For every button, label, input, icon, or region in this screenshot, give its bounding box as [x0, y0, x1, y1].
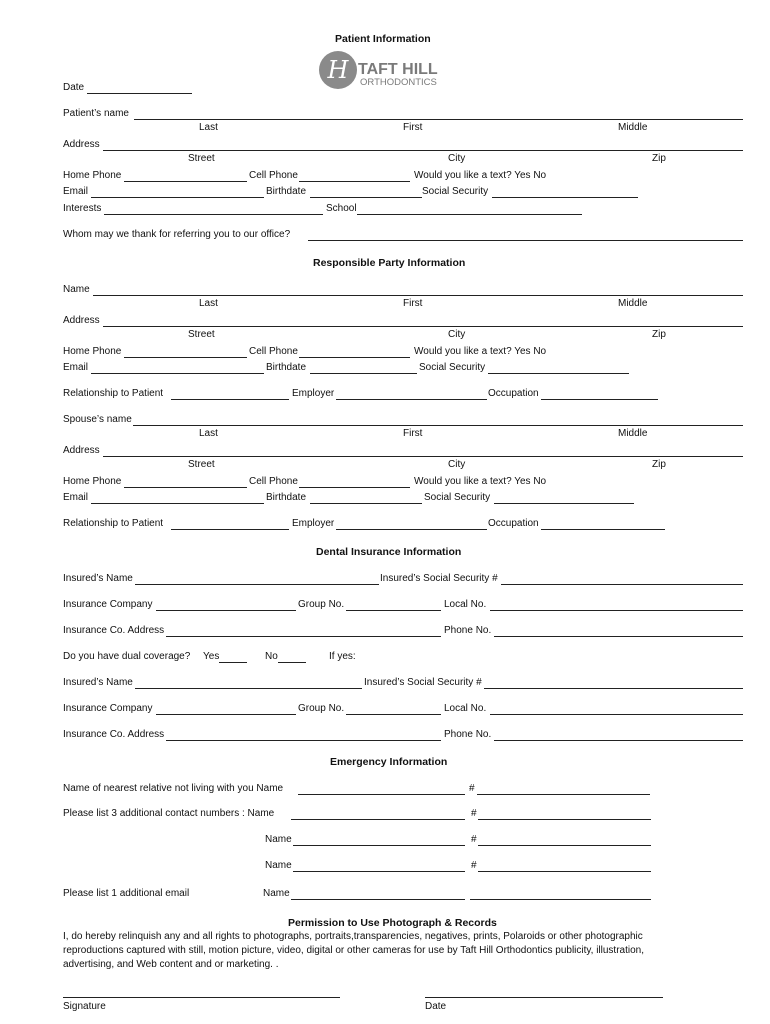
rp-address-label: Address — [63, 315, 100, 326]
sp-address-field[interactable] — [103, 456, 743, 457]
rp-employer-field[interactable] — [336, 399, 487, 400]
contact-3-number-field[interactable] — [478, 871, 651, 872]
responsible-heading: Responsible Party Information — [313, 257, 466, 269]
rp-birthdate-label: Birthdate — [266, 362, 307, 373]
relative-name-field[interactable] — [298, 794, 465, 795]
rp-relationship-label: Relationship to Patient — [63, 388, 164, 399]
group-no-label: Group No. — [298, 599, 345, 610]
rp-occupation-label: Occupation — [488, 388, 539, 399]
insurance-company-field[interactable] — [156, 610, 296, 611]
insured-name-label: Insured’s Name — [63, 573, 133, 584]
insured-name-2-label: Insured’s Name — [63, 677, 133, 688]
date-label: Date — [63, 82, 85, 93]
rp-last-caption: Last — [199, 298, 218, 309]
sp-street-caption: Street — [188, 459, 215, 470]
logo-sub: ORTHODONTICS — [360, 77, 437, 88]
email-contact-address-field[interactable] — [470, 899, 651, 900]
insurance-address-2-field[interactable] — [166, 740, 441, 741]
phone-no-label: Phone No. — [444, 625, 492, 636]
sp-employer-label: Employer — [292, 518, 335, 529]
birthdate-field[interactable] — [310, 197, 422, 198]
date-field[interactable] — [87, 93, 192, 94]
sp-relationship-field[interactable] — [171, 529, 289, 530]
contact-3-name-field[interactable] — [293, 871, 465, 872]
sp-occupation-label: Occupation — [488, 518, 539, 529]
rp-zip-caption: Zip — [652, 329, 666, 340]
patient-name-field[interactable] — [134, 119, 743, 120]
sp-email-field[interactable] — [91, 503, 264, 504]
text-question: Would you like a text? Yes No — [414, 170, 547, 181]
rp-middle-caption: Middle — [618, 298, 648, 309]
rp-city-caption: City — [448, 329, 466, 340]
sp-employer-field[interactable] — [336, 529, 487, 530]
sp-social-security-field[interactable] — [494, 503, 634, 504]
city-caption: City — [448, 153, 466, 164]
rp-social-security-field[interactable] — [488, 373, 629, 374]
insured-name-field[interactable] — [135, 584, 379, 585]
sp-home-phone-label: Home Phone — [63, 476, 122, 487]
insured-ss-field[interactable] — [501, 584, 743, 585]
rp-cell-phone-field[interactable] — [299, 357, 410, 358]
first-caption: First — [403, 122, 423, 133]
interests-label: Interests — [63, 203, 102, 214]
rp-text-question: Would you like a text? Yes No — [414, 346, 547, 357]
sp-city-caption: City — [448, 459, 466, 470]
if-yes-label: If yes: — [329, 651, 356, 662]
emergency-heading: Emergency Information — [330, 756, 448, 768]
email-field[interactable] — [91, 197, 264, 198]
phone-no-field[interactable] — [494, 636, 743, 637]
spouse-name-label: Spouse’s name — [63, 414, 132, 425]
dual-yes-field[interactable] — [219, 662, 247, 663]
contact-2-name-field[interactable] — [293, 845, 465, 846]
contacts-label: Please list 3 additional contact numbers : Name — [63, 808, 275, 819]
insurance-company-label: Insurance Company — [63, 599, 153, 610]
email-contact-label: Please list 1 additional email — [63, 888, 190, 899]
contact-2-hash: # — [471, 834, 477, 845]
interests-field[interactable] — [104, 214, 323, 215]
dual-no-label: No — [265, 651, 278, 662]
contact-3-hash: # — [471, 860, 477, 871]
rp-name-field[interactable] — [93, 295, 743, 296]
rp-employer-label: Employer — [292, 388, 335, 399]
rp-home-phone-field[interactable] — [124, 357, 247, 358]
email-contact-name-field[interactable] — [291, 899, 465, 900]
rp-social-security-label: Social Security — [419, 362, 486, 373]
permission-line-1: I, do hereby relinquish any and all rights to photographs, portraits,transparencies, negatives, prints, Polaroids or other photographic — [63, 931, 643, 942]
relative-hash: # — [469, 783, 475, 794]
sp-last-caption: Last — [199, 428, 218, 439]
cell-phone-label: Cell Phone — [249, 170, 298, 181]
rp-street-caption: Street — [188, 329, 215, 340]
social-security-label: Social Security — [422, 186, 489, 197]
sp-middle-caption: Middle — [618, 428, 648, 439]
rp-birthdate-field[interactable] — [310, 373, 417, 374]
last-caption: Last — [199, 122, 218, 133]
school-label: School — [326, 203, 357, 214]
local-no-field[interactable] — [490, 610, 743, 611]
rp-occupation-field[interactable] — [541, 399, 658, 400]
relative-label: Name of nearest relative not living with you Name — [63, 783, 284, 794]
local-no-2-field[interactable] — [490, 714, 743, 715]
phone-no-2-field[interactable] — [494, 740, 743, 741]
permission-line-3: advertising, and Web content and or marketing. . — [63, 959, 279, 970]
sp-text-question: Would you like a text? Yes No — [414, 476, 547, 487]
contact-2-number-field[interactable] — [478, 845, 651, 846]
group-no-field[interactable] — [346, 610, 441, 611]
rp-cell-phone-label: Cell Phone — [249, 346, 298, 357]
contact-3-name-label: Name — [265, 860, 292, 871]
dual-no-field[interactable] — [278, 662, 306, 663]
school-field[interactable] — [357, 214, 582, 215]
sp-cell-phone-label: Cell Phone — [249, 476, 298, 487]
page-title: Patient Information — [335, 33, 431, 45]
sp-first-caption: First — [403, 428, 423, 439]
referral-field[interactable] — [308, 240, 743, 241]
contact-1-number-field[interactable] — [478, 819, 651, 820]
contact-1-name-field[interactable] — [291, 819, 465, 820]
insurance-address-field[interactable] — [166, 636, 441, 637]
address-label: Address — [63, 139, 100, 150]
home-phone-label: Home Phone — [63, 170, 122, 181]
insured-ss-label: Insured’s Social Security # — [380, 573, 498, 584]
local-no-2-label: Local No. — [444, 703, 487, 714]
rp-email-label: Email — [63, 362, 89, 373]
insurance-company-2-label: Insurance Company — [63, 703, 153, 714]
phone-no-2-label: Phone No. — [444, 729, 492, 740]
rp-address-field[interactable] — [103, 326, 743, 327]
rp-home-phone-label: Home Phone — [63, 346, 122, 357]
home-phone-field[interactable] — [124, 181, 247, 182]
signature-field[interactable] — [63, 997, 340, 998]
middle-caption: Middle — [618, 122, 648, 133]
contact-1-hash: # — [471, 808, 477, 819]
patient-name-label: Patient’s name — [63, 108, 129, 119]
referral-label: Whom may we thank for referring you to our office? — [63, 229, 291, 240]
insured-name-2-field[interactable] — [135, 688, 362, 689]
sp-birthdate-field[interactable] — [310, 503, 422, 504]
group-no-2-field[interactable] — [346, 714, 441, 715]
local-no-label: Local No. — [444, 599, 487, 610]
sp-occupation-field[interactable] — [541, 529, 665, 530]
birthdate-label: Birthdate — [266, 186, 307, 197]
insured-ss-2-field[interactable] — [484, 688, 743, 689]
dual-yes-label: Yes — [203, 651, 220, 662]
email-label: Email — [63, 186, 89, 197]
permission-line-2: reproductions captured with still, motion picture, video, digital or other cameras for use by Taft Hill Orthodontics publicity, illustration, — [63, 945, 645, 956]
signature-date-label: Date — [425, 1001, 447, 1012]
spouse-name-field[interactable] — [133, 425, 743, 426]
sp-birthdate-label: Birthdate — [266, 492, 307, 503]
signature-label: Signature — [63, 1001, 106, 1012]
rp-first-caption: First — [403, 298, 423, 309]
rp-relationship-field[interactable] — [171, 399, 289, 400]
insured-ss-2-label: Insured’s Social Security # — [364, 677, 482, 688]
address-field[interactable] — [103, 150, 743, 151]
sp-social-security-label: Social Security — [424, 492, 491, 503]
zip-caption: Zip — [652, 153, 666, 164]
contact-2-name-label: Name — [265, 834, 292, 845]
relative-number-field[interactable] — [477, 794, 650, 795]
insurance-heading: Dental Insurance Information — [316, 546, 462, 558]
insurance-company-2-field[interactable] — [156, 714, 296, 715]
logo-name: TAFT HILL — [358, 61, 438, 78]
insurance-address-label: Insurance Co. Address — [63, 625, 165, 636]
permission-heading: Permission to Use Photograph & Records — [288, 917, 497, 929]
insurance-address-2-label: Insurance Co. Address — [63, 729, 165, 740]
logo-mark: H — [327, 56, 349, 84]
dual-coverage-question: Do you have dual coverage? — [63, 651, 191, 662]
sp-cell-phone-field[interactable] — [299, 487, 410, 488]
street-caption: Street — [188, 153, 215, 164]
cell-phone-field[interactable] — [299, 181, 410, 182]
social-security-field[interactable] — [492, 197, 638, 198]
rp-name-label: Name — [63, 284, 90, 295]
logo-mark-icon — [318, 50, 446, 92]
email-contact-name-label: Name — [263, 888, 290, 899]
signature-date-field[interactable] — [425, 997, 663, 998]
sp-relationship-label: Relationship to Patient — [63, 518, 164, 529]
sp-home-phone-field[interactable] — [124, 487, 247, 488]
sp-email-label: Email — [63, 492, 89, 503]
rp-email-field[interactable] — [91, 373, 264, 374]
logo — [318, 50, 446, 92]
group-no-2-label: Group No. — [298, 703, 345, 714]
sp-zip-caption: Zip — [652, 459, 666, 470]
sp-address-label: Address — [63, 445, 100, 456]
